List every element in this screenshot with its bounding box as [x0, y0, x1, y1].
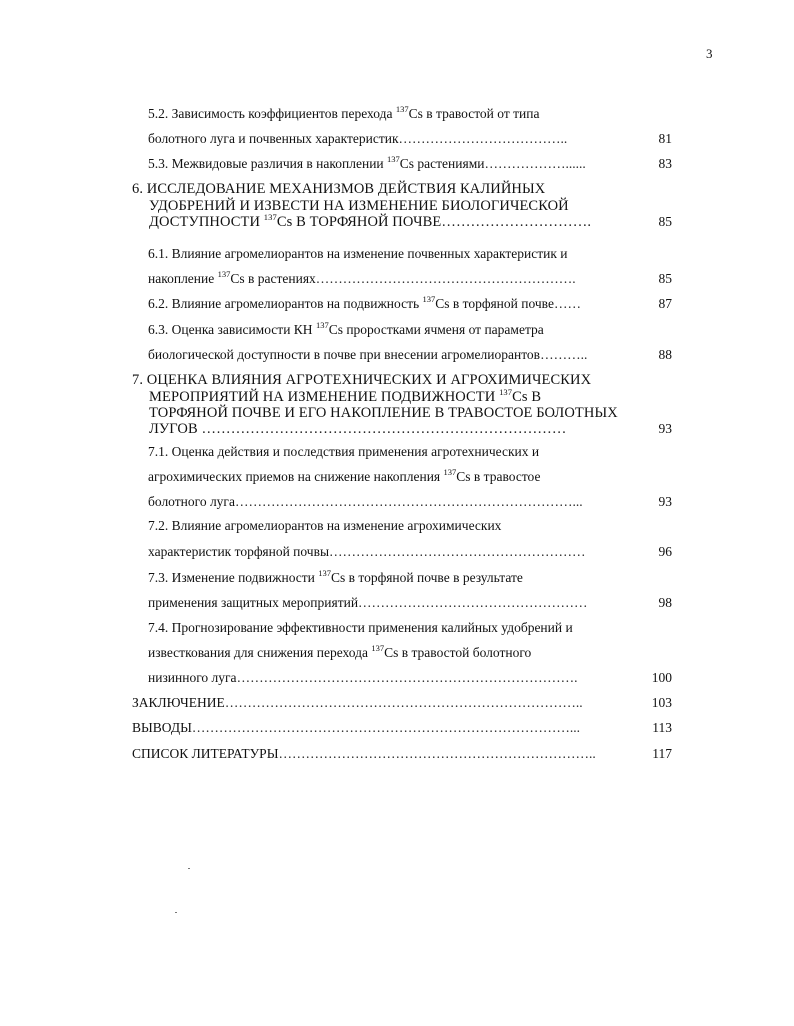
toc-entry-text: 7.2. Влияние агромелиорантов на изменение агрохимических — [148, 518, 502, 533]
toc-entry-ch7-d — [149, 421, 567, 437]
toc-page-number: 96 — [658, 544, 672, 559]
toc-entry-text: 6.2. Влияние агромелиорантов на подвижность — [148, 296, 423, 311]
toc-entry-text-cont: Cs в торфяной почве в результате — [331, 570, 523, 585]
toc-entry-text: ЗАКЛЮЧЕНИЕ — [132, 695, 225, 710]
toc-entry-text: 5.2. Зависимость коэффициентов перехода — [148, 106, 396, 121]
dot-leader: …… — [553, 296, 581, 311]
dot-leader: …………………………………………………………………. — [236, 670, 578, 685]
toc-entry-text: 6.1. Влияние агромелиорантов на изменение почвенных характеристик и — [148, 246, 568, 261]
toc-entry-s7-2-b — [148, 544, 586, 560]
toc-entry-s5-3 — [148, 156, 586, 172]
toc-entry-text-cont: Cs проростками ячменя от параметра — [328, 322, 544, 337]
toc-entry-s5-2-b — [148, 131, 567, 147]
toc-entry-s7-4-a — [148, 620, 573, 636]
dot-leader: ………………………………………………… — [329, 544, 586, 559]
dot-leader: …………………………………………………………………………... — [191, 720, 580, 735]
toc-entry-text: 6.3. Оценка зависимости КН — [148, 322, 316, 337]
toc-entry-text: известкования для снижения перехода — [148, 645, 372, 660]
toc-entry-text: МЕРОПРИЯТИЙ НА ИЗМЕНЕНИЕ ПОДВИЖНОСТИ — [149, 389, 500, 405]
toc-entry-s7-4-b — [148, 645, 531, 661]
toc-entry-ch7-a — [132, 372, 591, 388]
scan-speck — [188, 868, 190, 869]
isotope-mass-number: 137 — [422, 294, 436, 304]
toc-entry-s7-4-c — [148, 670, 577, 686]
dot-leader: ……….. — [540, 347, 588, 362]
toc-entry-findings — [132, 720, 580, 736]
isotope-mass-number: 137 — [318, 568, 332, 578]
isotope-mass-number: 137 — [387, 154, 400, 164]
toc-entry-concl — [132, 695, 583, 711]
isotope-mass-number: 137 — [395, 104, 409, 114]
isotope-mass-number: 137 — [315, 320, 329, 330]
dot-leader: …………………………………………………. — [315, 271, 576, 286]
toc-entry-text: низинного луга — [148, 670, 237, 685]
toc-entry-s7-1-c — [148, 494, 583, 510]
dot-leader: …………………………………………………………………... — [234, 494, 583, 509]
dot-leader: ……………………………….. — [398, 131, 568, 146]
toc-entry-s6-2 — [148, 296, 581, 312]
toc-entry-text: биологической доступности в почве при внесении агромелиорантов — [148, 347, 541, 362]
toc-page-number: 87 — [658, 296, 672, 311]
dot-leader: …………………………………………………………………….. — [224, 695, 583, 710]
toc-page-number: 100 — [651, 670, 672, 685]
toc-entry-s7-2-a — [148, 518, 501, 534]
dot-leader: …………………………………………… — [358, 595, 588, 610]
toc-entry-text: 6. ИССЛЕДОВАНИЕ МЕХАНИЗМОВ ДЕЙСТВИЯ КАЛИЙНЫХ — [132, 181, 546, 197]
toc-entry-text-cont: Cs в травостое — [456, 469, 541, 484]
toc-entry-text: 7. ОЦЕНКА ВЛИЯНИЯ АГРОТЕХНИЧЕСКИХ И АГРОХИМИЧЕСКИХ — [132, 372, 592, 388]
toc-entry-ch7-c — [149, 405, 618, 421]
toc-entry-s6-3-a — [148, 322, 544, 338]
toc-entry-text: агрохимических приемов на снижение накопления — [148, 469, 444, 484]
toc-entry-s5-2-a — [148, 106, 539, 122]
dot-leader: ………………………………………………………………… — [201, 421, 567, 437]
scan-speck — [175, 912, 177, 913]
toc-entry-s6-1-a — [148, 246, 568, 262]
toc-entry-text: 7.3. Изменение подвижности — [148, 570, 319, 585]
toc-entry-text: применения защитных мероприятий — [148, 595, 359, 610]
toc-entry-ch7-b — [149, 389, 541, 405]
dot-leader: …………………………. — [441, 214, 592, 230]
isotope-mass-number: 137 — [217, 269, 231, 279]
toc-page-number: 93 — [658, 494, 672, 509]
toc-entry-text: накопление — [148, 271, 218, 286]
toc-page-number: 103 — [651, 695, 672, 710]
toc-entry-s7-3-a — [148, 570, 523, 586]
isotope-mass-number: 137 — [443, 467, 457, 477]
toc-entry-text-cont: Cs в травостой от типа — [408, 106, 540, 121]
toc-page-number: 98 — [658, 595, 672, 610]
toc-entry-text-cont: Cs в травостой болотного — [384, 645, 532, 660]
dot-leader: …………………………………………………………….. — [278, 746, 596, 761]
toc-entry-text: ЛУГОВ — [149, 421, 202, 437]
toc-entry-ch6-c — [149, 214, 591, 230]
toc-entry-text: ДОСТУПНОСТИ — [149, 214, 264, 230]
toc-entry-text-cont: Cs в растениях — [230, 271, 316, 286]
toc-page-number: 85 — [658, 214, 672, 229]
toc-page-number: 81 — [658, 131, 672, 146]
toc-page-number: 117 — [652, 746, 672, 761]
toc-entry-refs — [132, 746, 596, 762]
toc-page-number: 88 — [658, 347, 672, 362]
toc-page-number: 83 — [658, 156, 672, 171]
page-number: 3 — [706, 46, 713, 61]
toc-page-number: 93 — [658, 421, 672, 436]
toc-entry-text-cont: Cs В ТОРФЯНОЙ ПОЧВЕ — [276, 214, 442, 230]
toc-entry-text-cont: Cs растениями — [399, 156, 485, 171]
toc-entry-text: ВЫВОДЫ — [132, 720, 192, 735]
toc-entry-text: характеристик торфяной почвы — [148, 544, 330, 559]
toc-entry-text: 7.4. Прогнозирование эффективности применения калийных удобрений и — [148, 620, 573, 635]
toc-page-number: 113 — [652, 720, 672, 735]
toc-entry-text: болотного луга и почвенных характеристик — [148, 131, 399, 146]
toc-entry-s6-1-b — [148, 271, 576, 287]
dot-leader: ………………...... — [484, 156, 586, 171]
toc-entry-s6-3-b — [148, 347, 587, 363]
toc-entry-text: 5.3. Межвидовые различия в накоплении — [148, 156, 388, 171]
toc-entry-text-cont: Cs В — [512, 389, 542, 405]
isotope-mass-number: 137 — [499, 387, 513, 397]
toc-entry-text: СПИСОК ЛИТЕРАТУРЫ — [132, 746, 279, 761]
toc-entry-text: болотного луга — [148, 494, 235, 509]
toc-entry-text: УДОБРЕНИЙ И ИЗВЕСТИ НА ИЗМЕНЕНИЕ БИОЛОГИЧЕСКОЙ — [149, 198, 569, 214]
toc-entry-s7-3-b — [148, 595, 588, 611]
toc-entry-ch6-a — [132, 181, 545, 197]
toc-entry-s7-1-a — [148, 444, 539, 460]
toc-entry-text-cont: Cs в торфяной почве — [435, 296, 554, 311]
toc-entry-ch6-b — [149, 198, 569, 214]
toc-entry-s7-1-b — [148, 469, 540, 485]
toc-entry-text: ТОРФЯНОЙ ПОЧВЕ И ЕГО НАКОПЛЕНИЕ В ТРАВОСТОЕ БОЛОТНЫХ — [149, 405, 618, 421]
toc-entry-text: 7.1. Оценка действия и последствия применения агротехнических и — [148, 444, 540, 459]
toc-page-number: 85 — [658, 271, 672, 286]
isotope-mass-number: 137 — [371, 643, 385, 653]
isotope-mass-number: 137 — [263, 212, 277, 222]
